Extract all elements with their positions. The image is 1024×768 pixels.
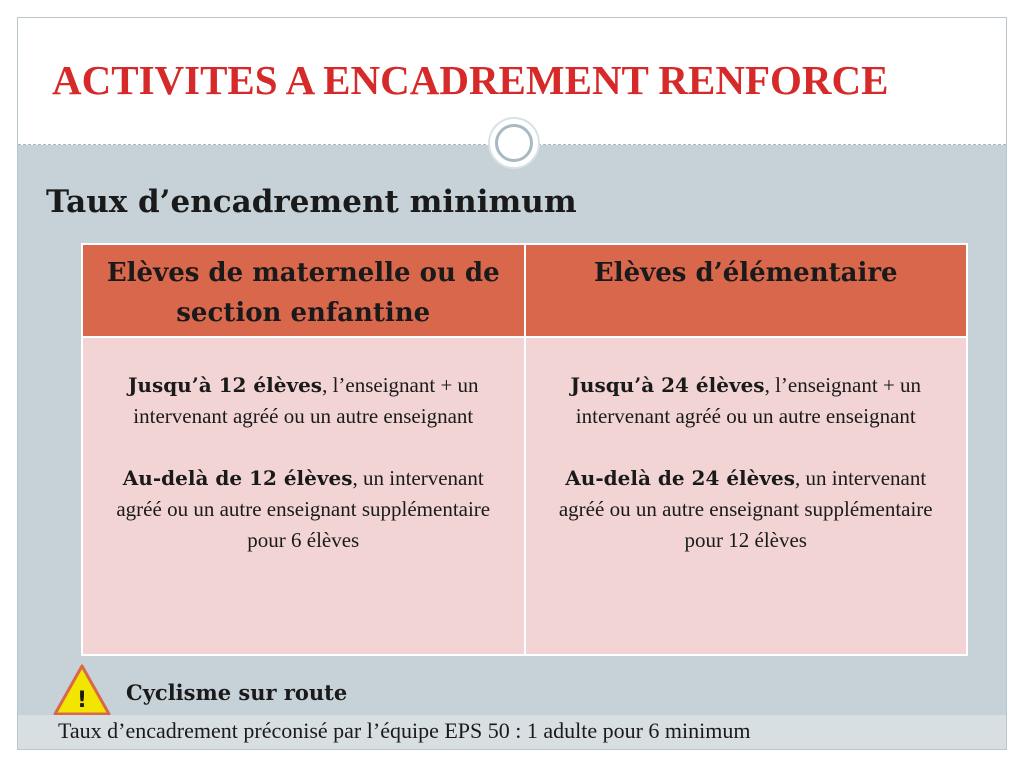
circle-ornament-icon (488, 117, 540, 169)
threshold-label: Jusqu’à 12 élèves (127, 373, 323, 397)
header-maternelle: Elèves de maternelle ou de section enfantine (82, 244, 525, 337)
supervision-rate-table (81, 243, 968, 656)
rule-text: , l’enseignant + un intervenant agréé ou un autre enseignant (133, 373, 479, 428)
rule-up-to (544, 370, 949, 432)
warning-label: Cyclisme sur route (126, 680, 348, 705)
slide-title: ACTIVITES A ENCADREMENT RENFORCE (52, 57, 889, 103)
rule-text: , l’enseignant + un intervenant agréé ou un autre enseignant (575, 373, 922, 428)
rule-beyond (101, 463, 506, 556)
threshold-label: Jusqu’à 24 élèves (570, 373, 765, 397)
rule-beyond (544, 463, 949, 556)
cell-elementaire (525, 337, 968, 655)
rule-up-to (101, 370, 506, 432)
cell-maternelle (82, 337, 525, 655)
table-row (82, 337, 967, 655)
threshold-label: Au-delà de 12 élèves (122, 466, 353, 490)
rule-text: , un intervenant agréé ou un autre enseignant supplémentaire pour 12 élèves (558, 466, 933, 552)
warning-symbol: ! (76, 688, 88, 713)
footer-note: Taux d’encadrement préconisé par l’équipe EPS 50 : 1 adulte pour 6 minimum (58, 718, 751, 743)
warning-icon (52, 663, 112, 717)
rule-text: , un intervenant agréé ou un autre enseignant supplémentaire pour 6 élèves (116, 466, 491, 552)
threshold-label: Au-delà de 24 élèves (565, 466, 795, 490)
table-header-row (82, 244, 967, 337)
header-elementaire: Elèves d’élémentaire (525, 244, 968, 337)
slide-subtitle: Taux d’encadrement minimum (46, 184, 577, 220)
slide (17, 17, 1007, 750)
